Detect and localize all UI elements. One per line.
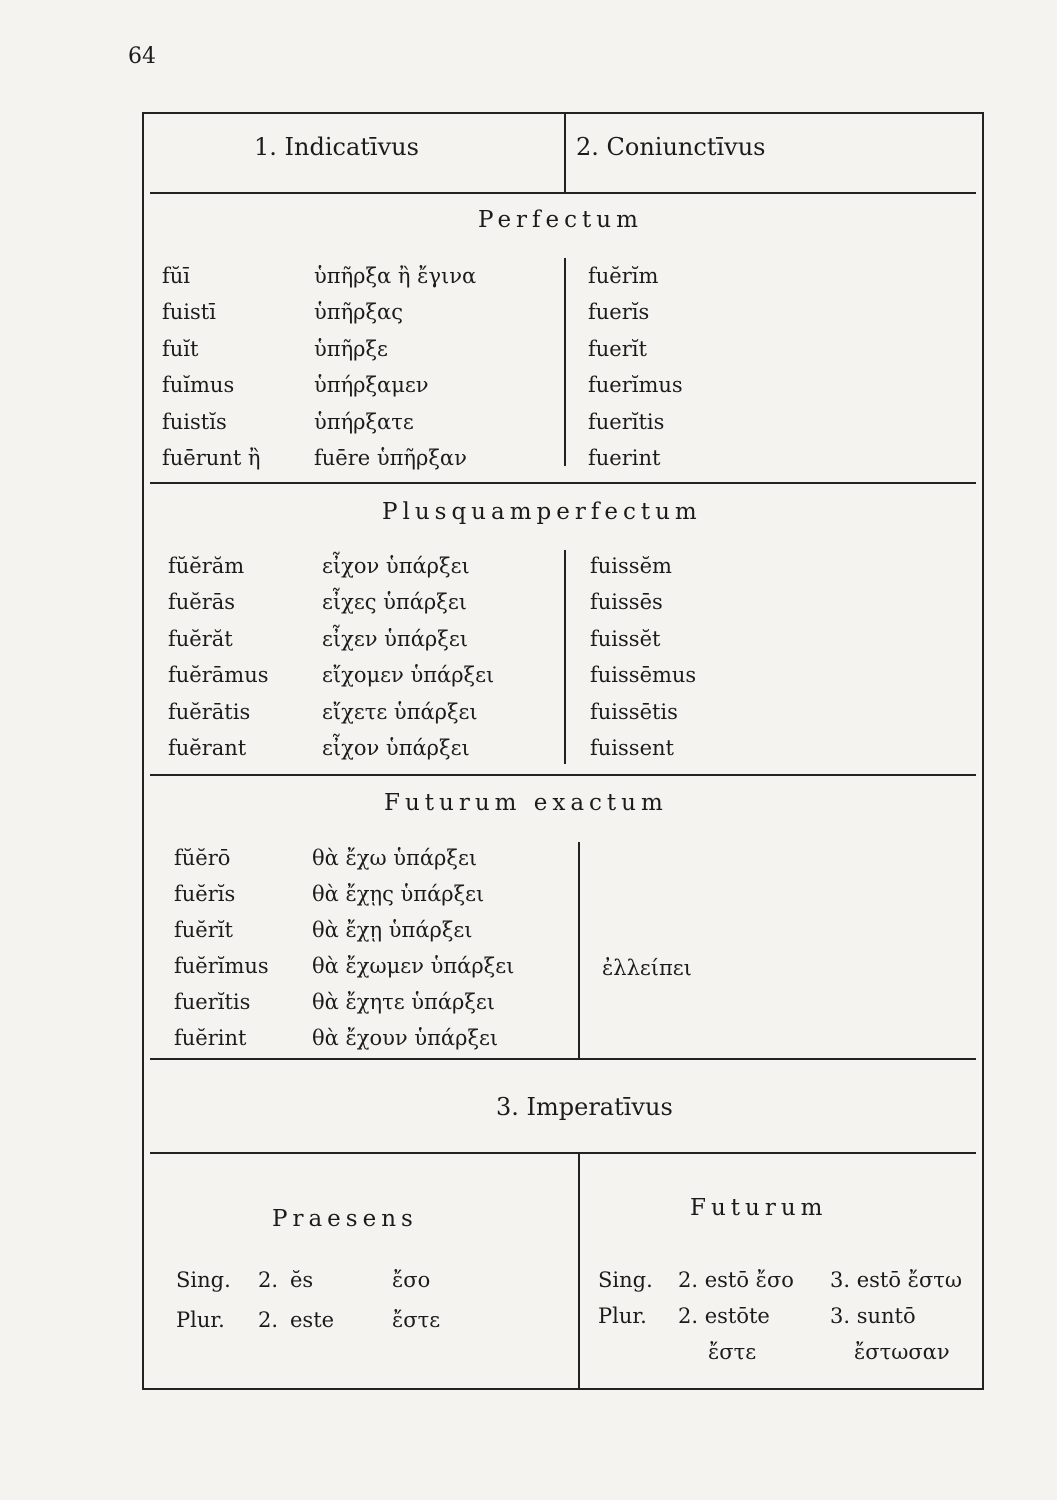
future-perfect-row: fuĕrĭt θὰ ἔχῃ ὑπάρξει [174,918,473,942]
pluperfect-divider [564,550,566,764]
future-perfect-indicative-rows [174,846,574,1062]
future-perfect-row: fŭĕrō θὰ ἔχω ὑπάρξει [174,846,478,870]
future-perfect-title: Futurum exactum [384,790,668,816]
perfect-row: fuĭt ὑπῆρξε [162,336,388,361]
pluperfect-title: Plusquamperfectum [382,499,702,525]
future-perfect-rule [150,1058,976,1060]
perfect-rule [150,482,976,484]
pluperfect-subj-item: fuissētis [590,699,678,724]
page-number: 64 [128,44,156,69]
pluperfect-row: fuĕrās εἶχες ὑπάρξει [168,590,467,615]
pluperfect-rule [150,774,976,776]
perfect-row: fuērunt ἢ fuēre ὑπῆρξαν [162,445,467,470]
pluperfect-subj-item: fuissēs [590,590,663,615]
header-rule [150,192,976,194]
imperative-divider [578,1154,580,1388]
imperative-header: 3. Imperatīvus [496,1093,673,1121]
perfect-subjunctive-rows [588,264,968,482]
perfect-indicative-rows [162,264,552,482]
pluperfect-indicative-rows [168,554,558,772]
subjunctive-header: 2. Coniunctīvus [576,133,766,161]
future-perfect-row: fuĕrĭs θὰ ἔχῃς ὑπάρξει [174,882,485,906]
pluperfect-row: fuĕrātis εἴχετε ὑπάρξει [168,699,478,724]
pluperfect-subj-item: fuissĕm [590,554,672,578]
perfect-row: fuĭmus ὑπήρξαμεν [162,373,429,398]
perfect-row: fŭī ὑπῆρξα ἢ ἔγινα [162,264,477,288]
perfect-subj-item: fuĕrĭm [588,264,659,288]
future-perfect-subj-note: ἐλλείπει [602,956,692,980]
pluperfect-subj-item: fuissent [590,735,674,760]
imperative-rule [150,1152,976,1154]
pluperfect-subj-item: fuissĕt [590,626,661,651]
pluperfect-subj-item: fuissēmus [590,663,697,688]
perfect-subj-item: fuerint [588,445,661,470]
perfect-divider [564,258,566,466]
indicative-header: 1. Indicatīvus [254,133,419,161]
pluperfect-subjunctive-rows [590,554,970,772]
future-perfect-divider [578,842,580,1060]
perfect-subj-item: fuerĭtis [588,409,665,434]
pluperfect-row: fuĕrant εἶχον ὑπάρξει [168,735,470,760]
pluperfect-row: fŭĕrăm εἶχον ὑπάρξει [168,554,470,578]
pluperfect-row: fuĕrăt εἶχεν ὑπάρξει [168,626,468,651]
perfect-subj-item: fuerĭs [588,300,650,325]
perfect-row: fuistī ὑπῆρξας [162,300,404,325]
pluperfect-row: fuĕrāmus εἴχομεν ὑπάρξει [168,663,495,688]
perfect-title: Perfectum [478,207,643,233]
imperative-present-title: Praesens [272,1206,418,1232]
future-perfect-row: fuĕrint θὰ ἔχουν ὑπάρξει [174,1026,499,1050]
perfect-subj-item: fuerĭt [588,336,647,361]
future-perfect-row: fuerĭtis θὰ ἔχητε ὑπάρξει [174,990,496,1014]
future-perfect-row: fuĕrĭmus θὰ ἔχωμεν ὑπάρξει [174,954,515,978]
perfect-subj-item: fuerĭmus [588,373,683,398]
header-divider [564,114,566,194]
conjugation-table: 1. Indicatīvus 2. Coniunctīvus Perfectum fŭī ὑπῆρξα ἢ ἔγινα fuistī ὑπῆρξας fuĭt ὑπῆρξε fuĭmus ὑπήρξαμεν fuistĭs ὑπήρξατε fuērunt ἢ fuēre ὑπῆρξαν fuĕrĭm fuerĭs fuerĭt fuerĭmus fuerĭtis fuerint Plusquamperfectum fŭĕrăm εἶχον ὑπάρξει fuĕrās εἶχες ὑπάρξει fuĕrăt εἶχεν ὑπάρξει fuĕrāmus εἴχομεν ὑπάρξει fuĕrātis εἴχετε ὑπάρξει fuĕrant εἶχον ὑπάρξει fuissĕm fuissēs fuissĕt fuissēmus fuissētis fuissent Futurum exactum fŭĕrō θὰ ἔχω ὑπάρξει fuĕrĭs θὰ ἔχῃς ὑπάρξει fuĕrĭt θὰ ἔχῃ ὑπάρξει fuĕrĭmus θὰ ἔχωμεν ὑπάρξει fuerĭtis θὰ ἔχητε ὑπάρξει fuĕrint θὰ ἔχουν ὑπάρξει ἐλλείπει 3. Imperatīvus Praesens Sing. 2. ĕs ἔσο Plur. 2. este ἔστε Futurum Sing. 2. estō ἔσο 3. estō ἔστω Plur. 2. estōte 3. suntō ἔστε ἔστωσαν [142,112,984,1390]
perfect-row: fuistĭs ὑπήρξατε [162,409,414,434]
imperative-future-title: Futurum [690,1195,828,1221]
